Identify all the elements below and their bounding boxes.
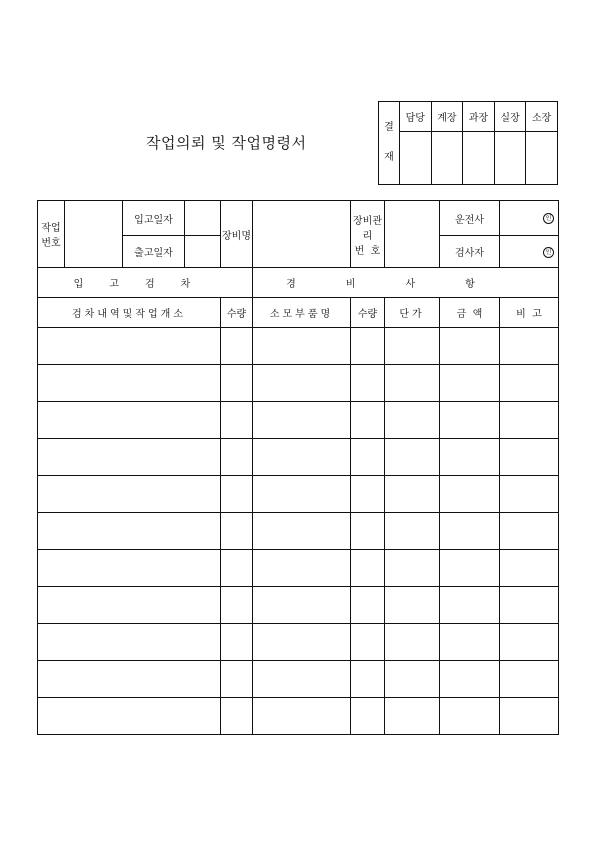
unit-price-cell[interactable] (385, 365, 440, 402)
approval-role-3: 과장 (463, 102, 495, 132)
parts-cell[interactable] (253, 402, 351, 439)
work-order-table (37, 200, 559, 735)
amount-cell[interactable] (440, 476, 500, 513)
inspection-detail-cell[interactable] (38, 513, 221, 550)
approval-side-label-1: 결 (384, 122, 394, 133)
qty2-cell[interactable] (351, 476, 385, 513)
qty1-cell[interactable] (221, 476, 253, 513)
qty2-cell[interactable] (351, 661, 385, 698)
unit-price-cell[interactable] (385, 698, 440, 735)
qty2-cell[interactable] (351, 587, 385, 624)
unit-price-cell[interactable] (385, 476, 440, 513)
inspector-seal-field[interactable] (500, 236, 559, 268)
approval-sign-1[interactable] (400, 132, 432, 185)
qty1-cell[interactable] (221, 402, 253, 439)
approval-sign-5[interactable] (526, 132, 558, 185)
qty1-cell[interactable] (221, 365, 253, 402)
qty2-cell[interactable] (351, 328, 385, 365)
qty2-cell[interactable] (351, 439, 385, 476)
qty2-cell[interactable] (351, 513, 385, 550)
out-date-field[interactable] (185, 236, 221, 268)
col-unit-price: 단가 (385, 298, 440, 328)
col-parts: 소모부품명 (253, 298, 351, 328)
inspection-detail-cell[interactable] (38, 365, 221, 402)
repair-section-header: 경비사항 (253, 268, 559, 298)
inspector-label: 검사자 (440, 236, 500, 268)
parts-cell[interactable] (253, 476, 351, 513)
driver-seal-field[interactable] (500, 201, 559, 236)
unit-price-cell[interactable] (385, 624, 440, 661)
col-remarks: 비 고 (500, 298, 559, 328)
table-row (38, 365, 559, 402)
inspection-detail-cell[interactable] (38, 328, 221, 365)
inspection-detail-cell[interactable] (38, 698, 221, 735)
page-title: 작업의뢰 및 작업명령서 (146, 134, 307, 152)
unit-price-cell[interactable] (385, 439, 440, 476)
qty2-cell[interactable] (351, 624, 385, 661)
amount-cell[interactable] (440, 402, 500, 439)
qty1-cell[interactable] (221, 661, 253, 698)
remarks-cell[interactable] (500, 476, 559, 513)
col-qty-2: 수량 (351, 298, 385, 328)
table-row (38, 698, 559, 735)
qty1-cell[interactable] (221, 587, 253, 624)
col-qty-1: 수량 (221, 298, 253, 328)
remarks-cell[interactable] (500, 365, 559, 402)
qty2-cell[interactable] (351, 550, 385, 587)
unit-price-cell[interactable] (385, 587, 440, 624)
remarks-cell[interactable] (500, 661, 559, 698)
in-date-label: 입고일자 (123, 201, 185, 236)
remarks-cell[interactable] (500, 402, 559, 439)
work-number-label-2: 번호 (41, 238, 61, 249)
remarks-cell[interactable] (500, 624, 559, 661)
qty1-cell[interactable] (221, 550, 253, 587)
equipment-name-label: 장비명 (221, 201, 253, 268)
amount-cell[interactable] (440, 328, 500, 365)
table-row (38, 587, 559, 624)
equipment-mgmt-label-2: 번 호 (354, 245, 381, 257)
table-row (38, 661, 559, 698)
approval-sign-4[interactable] (494, 132, 526, 185)
parts-cell[interactable] (253, 328, 351, 365)
unit-price-cell[interactable] (385, 550, 440, 587)
approval-role-1: 담당 (400, 102, 432, 132)
amount-cell[interactable] (440, 365, 500, 402)
approval-sign-3[interactable] (463, 132, 495, 185)
table-row (38, 624, 559, 661)
remarks-cell[interactable] (500, 439, 559, 476)
approval-sign-2[interactable] (431, 132, 463, 185)
driver-label: 운전사 (440, 201, 500, 236)
qty1-cell[interactable] (221, 698, 253, 735)
inspection-detail-cell[interactable] (38, 587, 221, 624)
table-row (38, 402, 559, 439)
qty1-cell[interactable] (221, 328, 253, 365)
remarks-cell[interactable] (500, 513, 559, 550)
qty2-cell[interactable] (351, 698, 385, 735)
work-number-label (38, 201, 65, 268)
qty1-cell[interactable] (221, 624, 253, 661)
approval-role-2: 계장 (431, 102, 463, 132)
approval-side-label (379, 102, 400, 185)
amount-cell[interactable] (440, 661, 500, 698)
inspection-section-header: 입고검차 (38, 268, 253, 298)
qty1-cell[interactable] (221, 439, 253, 476)
approval-side-label-2: 재 (384, 152, 394, 163)
out-date-label: 출고일자 (123, 236, 185, 268)
work-number-field[interactable] (65, 201, 123, 268)
unit-price-cell[interactable] (385, 661, 440, 698)
amount-cell[interactable] (440, 698, 500, 735)
col-inspection-detail: 검차내역및작업개소 (38, 298, 221, 328)
table-body (38, 328, 559, 735)
table-row (38, 513, 559, 550)
equipment-mgmt-label-1: 장비관리 (353, 215, 382, 242)
inspection-detail-cell[interactable] (38, 550, 221, 587)
table-row (38, 328, 559, 365)
amount-cell[interactable] (440, 513, 500, 550)
parts-cell[interactable] (253, 365, 351, 402)
remarks-cell[interactable] (500, 328, 559, 365)
unit-price-cell[interactable] (385, 402, 440, 439)
inspection-detail-cell[interactable] (38, 402, 221, 439)
seal-mark-icon: 인 (543, 247, 554, 258)
unit-price-cell[interactable] (385, 328, 440, 365)
amount-cell[interactable] (440, 587, 500, 624)
in-date-field[interactable] (185, 201, 221, 236)
parts-cell[interactable] (253, 550, 351, 587)
equipment-name-field[interactable] (253, 201, 351, 268)
equipment-mgmt-field[interactable] (385, 201, 440, 268)
parts-cell[interactable] (253, 587, 351, 624)
parts-cell[interactable] (253, 513, 351, 550)
table-row (38, 476, 559, 513)
col-amount: 금 액 (440, 298, 500, 328)
inspection-detail-cell[interactable] (38, 439, 221, 476)
work-number-label-1: 작업 (41, 223, 61, 234)
qty2-cell[interactable] (351, 402, 385, 439)
amount-cell[interactable] (440, 550, 500, 587)
amount-cell[interactable] (440, 624, 500, 661)
unit-price-cell[interactable] (385, 513, 440, 550)
remarks-cell[interactable] (500, 550, 559, 587)
parts-cell[interactable] (253, 661, 351, 698)
seal-mark-icon: 인 (543, 213, 554, 224)
remarks-cell[interactable] (500, 698, 559, 735)
parts-cell[interactable] (253, 624, 351, 661)
table-row (38, 439, 559, 476)
inspection-detail-cell[interactable] (38, 476, 221, 513)
inspection-detail-cell[interactable] (38, 661, 221, 698)
amount-cell[interactable] (440, 439, 500, 476)
remarks-cell[interactable] (500, 587, 559, 624)
inspection-detail-cell[interactable] (38, 624, 221, 661)
qty2-cell[interactable] (351, 365, 385, 402)
parts-cell[interactable] (253, 698, 351, 735)
approval-role-4: 실장 (494, 102, 526, 132)
equipment-mgmt-label (351, 201, 385, 268)
qty1-cell[interactable] (221, 513, 253, 550)
approval-box (378, 101, 558, 185)
parts-cell[interactable] (253, 439, 351, 476)
table-row (38, 550, 559, 587)
approval-role-5: 소장 (526, 102, 558, 132)
